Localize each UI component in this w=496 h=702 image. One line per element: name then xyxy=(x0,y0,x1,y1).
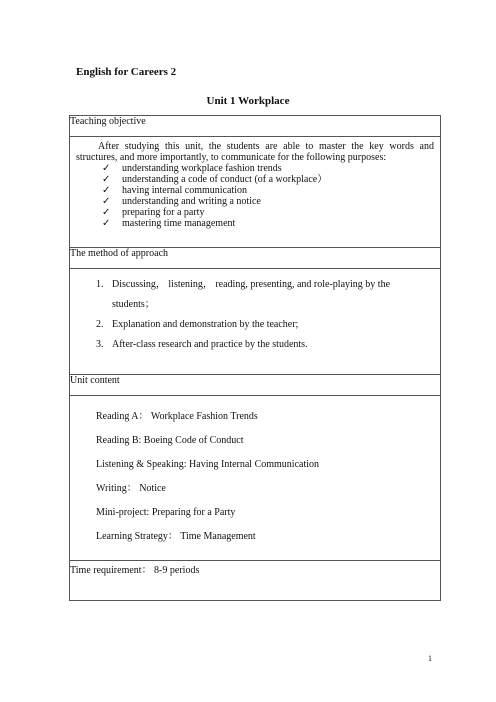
objective-list xyxy=(76,163,434,229)
unit-title: Unit 1 Workplace xyxy=(206,95,290,107)
objective-intro: After studying this unit, the students are able to master the key words and structures, and more importantly, to communicate for the following purposes: xyxy=(76,141,434,163)
course-title: English for Careers 2 xyxy=(76,66,177,78)
unit-content-header: Unit content xyxy=(70,375,441,396)
checkmark-icon: ✓ xyxy=(102,163,111,174)
method-header: The method of approach xyxy=(70,248,441,269)
list-item: ✓ having internal communication xyxy=(102,185,247,196)
list-item: ✓ preparing for a party xyxy=(102,207,205,218)
list-item: 3. After-class research and practice by the students. xyxy=(96,339,308,350)
unit-content-cell xyxy=(70,396,441,561)
list-item: ✓ understanding workplace fashion trends xyxy=(102,163,282,174)
list-item: ✓ mastering time management xyxy=(102,218,236,229)
list-item: ✓ understanding a code of conduct (of a workplace） xyxy=(102,174,328,185)
list-item: 1. Discussing， listening， reading, presenting, and role-playing by the students； xyxy=(96,279,391,310)
page-number: 1 xyxy=(428,654,432,663)
checkmark-icon: ✓ xyxy=(102,185,111,196)
list-item: Writing： Notice xyxy=(96,483,166,494)
list-item: Reading B: Boeing Code of Conduct xyxy=(96,435,244,446)
list-item: Mini-project: Preparing for a Party xyxy=(96,507,236,518)
unit-content-list xyxy=(70,396,440,548)
lesson-plan-table xyxy=(69,115,441,601)
checkmark-icon: ✓ xyxy=(102,174,111,185)
method-list xyxy=(70,269,440,355)
time-requirement: Time requirement： 8-9 periods xyxy=(70,561,441,601)
teaching-objective-cell xyxy=(70,137,441,248)
checkmark-icon: ✓ xyxy=(102,218,111,229)
list-item: 2. Explanation and demonstration by the teacher; xyxy=(96,319,299,330)
list-item: Learning Strategy： Time Management xyxy=(96,531,256,542)
method-cell xyxy=(70,269,441,375)
teaching-objective-header: Teaching objective xyxy=(70,116,441,137)
list-item: Reading A： Workplace Fashion Trends xyxy=(96,411,258,422)
list-item: ✓ understanding and writing a notice xyxy=(102,196,261,207)
checkmark-icon: ✓ xyxy=(102,207,111,218)
checkmark-icon: ✓ xyxy=(102,196,111,207)
list-item: Listening & Speaking: Having Internal Communication xyxy=(96,459,320,470)
